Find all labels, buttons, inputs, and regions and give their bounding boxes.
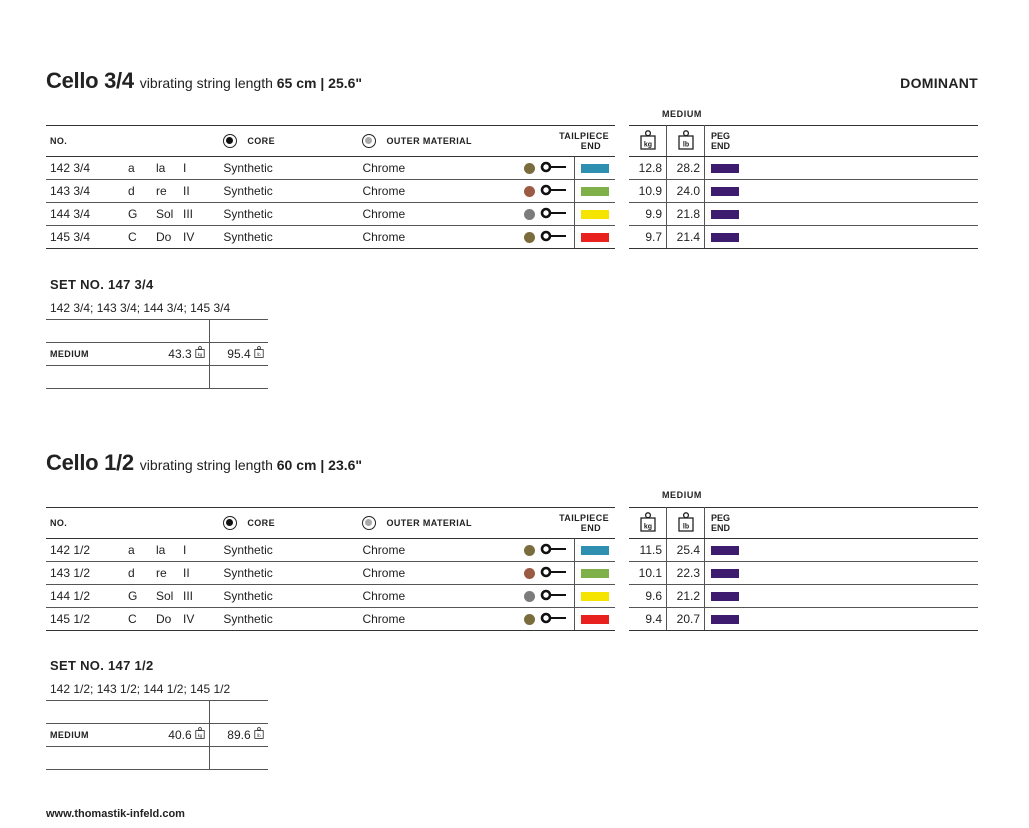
set-lb: 89.6 (227, 728, 251, 742)
string-number: 144 3/4 (50, 207, 91, 221)
string-solfege: Sol (156, 207, 174, 221)
tension-header-row (629, 126, 978, 157)
set-title: SET NO. 147 3/4 (50, 277, 154, 292)
lb-icon-cell (667, 126, 705, 157)
tailpiece-color-swatch (581, 210, 609, 219)
peg-color-swatch (711, 210, 739, 219)
tension-row (629, 585, 978, 608)
string-roman: III (183, 589, 194, 603)
tension-row (629, 562, 978, 585)
svg-text:kg: kg (197, 732, 203, 738)
tension-kg: 9.7 (629, 226, 667, 249)
ball-end-icon (540, 612, 568, 627)
set-kg: 43.3 (168, 347, 192, 361)
lb-icon-cell (667, 508, 705, 539)
outer-material: Chrome (362, 585, 524, 608)
string-note: a (128, 161, 135, 175)
svg-text:kg: kg (643, 141, 652, 149)
kg-weight-icon (640, 512, 656, 534)
peg-color-swatch (711, 592, 739, 601)
peg-color-swatch (711, 615, 739, 624)
tailpiece-color-swatch (581, 615, 609, 624)
svg-text:kg: kg (197, 351, 203, 357)
tailpiece-color-swatch (581, 233, 609, 242)
kg-icon-cell (629, 508, 667, 539)
tailpiece-color-swatch (581, 592, 609, 601)
set-medium-row (46, 724, 268, 747)
set-medium-row (46, 343, 268, 366)
set-medium-label: MEDIUM (50, 349, 89, 359)
tension-kg: 10.9 (629, 180, 667, 203)
core-material: Synthetic (223, 585, 362, 608)
outer-material: Chrome (362, 539, 524, 562)
ball-end-icon (540, 161, 568, 176)
col-tailpiece: TAILPIECE END (524, 508, 615, 539)
string-solfege: la (156, 543, 166, 557)
col-peg-end: PEG END (705, 508, 979, 539)
string-note: C (128, 230, 137, 244)
string-note: a (128, 543, 135, 557)
tension-kg: 11.5 (629, 539, 667, 562)
string-solfege: Do (156, 230, 172, 244)
kg-mini-icon (195, 728, 205, 742)
tension-kg: 9.9 (629, 203, 667, 226)
col-no: NO. (46, 508, 223, 539)
set-title: SET NO. 147 1/2 (50, 658, 154, 673)
string-note: d (128, 184, 135, 198)
table-row (46, 226, 615, 249)
tension-kg: 9.6 (629, 585, 667, 608)
string-roman: IV (183, 612, 195, 626)
ball-end-icon (540, 589, 568, 604)
tailpiece-color-swatch (581, 546, 609, 555)
ball-end-icon (540, 543, 568, 558)
color-dot (524, 568, 535, 579)
string-number: 142 1/2 (50, 543, 91, 557)
lb-weight-icon (678, 512, 694, 534)
peg-color-swatch (711, 546, 739, 555)
tension-kg: 12.8 (629, 157, 667, 180)
table-row (46, 562, 615, 585)
table-row (46, 203, 615, 226)
string-note: G (128, 589, 138, 603)
core-material: Synthetic (223, 180, 362, 203)
outer-material-icon (362, 134, 376, 148)
string-roman: I (183, 161, 187, 175)
ball-end-icon (540, 230, 568, 245)
string-number: 145 3/4 (50, 230, 91, 244)
strings-body-0 (46, 157, 615, 249)
string-roman: I (183, 543, 187, 557)
string-solfege: re (156, 566, 167, 580)
peg-color-swatch (711, 569, 739, 578)
medium-header: MEDIUM (661, 490, 703, 500)
tension-row (629, 608, 978, 631)
tension-row (629, 539, 978, 562)
lb-mini-icon (254, 347, 264, 361)
tension-row (629, 157, 978, 180)
set-list: 142 1/2; 143 1/2; 144 1/2; 145 1/2 (46, 678, 268, 701)
string-number: 144 1/2 (50, 589, 91, 603)
svg-text:lb: lb (682, 141, 689, 149)
col-outer: OUTER MATERIAL (362, 508, 524, 539)
set-kg: 40.6 (168, 728, 192, 742)
outer-material: Chrome (362, 608, 524, 631)
set-box (46, 277, 268, 389)
tension-header-row (629, 508, 978, 539)
string-length: 60 cm | 23.6" (276, 457, 363, 473)
section-title (46, 450, 362, 476)
tailpiece-color-swatch (581, 164, 609, 173)
color-dot (524, 614, 535, 625)
ball-end-icon (540, 566, 568, 581)
string-roman: IV (183, 230, 195, 244)
tension-lb: 25.4 (667, 539, 705, 562)
tension-kg: 9.4 (629, 608, 667, 631)
core-material: Synthetic (223, 539, 362, 562)
set-lb: 95.4 (227, 347, 251, 361)
strings-body-1 (46, 539, 615, 631)
kg-icon-cell (629, 126, 667, 157)
table-row (46, 585, 615, 608)
tension-lb: 20.7 (667, 608, 705, 631)
string-number: 142 3/4 (50, 161, 91, 175)
tension-lb: 22.3 (667, 562, 705, 585)
table-header-row (46, 126, 615, 157)
string-number: 143 1/2 (50, 566, 91, 580)
tension-table (629, 125, 978, 249)
set-blank-row (46, 320, 268, 343)
string-solfege: Do (156, 612, 172, 626)
svg-text:lb: lb (257, 351, 261, 357)
core-icon (223, 516, 237, 530)
set-medium-label: MEDIUM (50, 730, 89, 740)
string-note: C (128, 612, 137, 626)
kg-mini-icon (195, 347, 205, 361)
table-row (46, 157, 615, 180)
col-tailpiece: TAILPIECE END (524, 126, 615, 157)
tension-kg: 10.1 (629, 562, 667, 585)
svg-text:lb: lb (257, 732, 261, 738)
strings-table (46, 125, 615, 249)
strings-table (46, 507, 615, 631)
string-solfege: Sol (156, 589, 174, 603)
string-length: 65 cm | 25.6" (276, 75, 363, 91)
tailpiece-color-swatch (581, 187, 609, 196)
core-material: Synthetic (223, 203, 362, 226)
string-roman: II (183, 184, 190, 198)
peg-color-swatch (711, 187, 739, 196)
string-number: 145 1/2 (50, 612, 91, 626)
core-icon (223, 134, 237, 148)
core-material: Synthetic (223, 562, 362, 585)
outer-material: Chrome (362, 157, 524, 180)
footer-url[interactable]: www.thomastik-infeld.com (46, 808, 185, 820)
color-dot (524, 209, 535, 220)
tension-body-1 (629, 539, 978, 631)
core-material: Synthetic (223, 608, 362, 631)
set-box (46, 658, 268, 770)
string-note: G (128, 207, 138, 221)
outer-material: Chrome (362, 226, 524, 249)
kg-weight-icon (640, 130, 656, 152)
string-roman: III (183, 207, 194, 221)
svg-text:lb: lb (682, 523, 689, 531)
peg-color-swatch (711, 164, 739, 173)
lb-weight-icon (678, 130, 694, 152)
outer-material-icon (362, 516, 376, 530)
col-no: NO. (46, 126, 223, 157)
instrument-title: Cello 3/4 (46, 68, 134, 93)
color-dot (524, 163, 535, 174)
string-number: 143 3/4 (50, 184, 91, 198)
tension-row (629, 203, 978, 226)
string-roman: II (183, 566, 190, 580)
tension-lb: 24.0 (667, 180, 705, 203)
outer-material: Chrome (362, 180, 524, 203)
svg-text:kg: kg (643, 523, 652, 531)
tension-lb: 21.8 (667, 203, 705, 226)
ball-end-icon (540, 207, 568, 222)
color-dot (524, 186, 535, 197)
set-blank-row (46, 747, 268, 770)
color-dot (524, 232, 535, 243)
string-note: d (128, 566, 135, 580)
lb-mini-icon (254, 728, 264, 742)
tension-table (629, 507, 978, 631)
tension-row (629, 226, 978, 249)
table-row (46, 180, 615, 203)
brand-name: DOMINANT (900, 75, 978, 91)
string-solfege: la (156, 161, 166, 175)
color-dot (524, 591, 535, 602)
col-outer: OUTER MATERIAL (362, 126, 524, 157)
outer-material: Chrome (362, 203, 524, 226)
set-list: 142 3/4; 143 3/4; 144 3/4; 145 3/4 (46, 297, 268, 320)
core-material: Synthetic (223, 226, 362, 249)
tension-lb: 21.2 (667, 585, 705, 608)
string-solfege: re (156, 184, 167, 198)
subtitle: vibrating string length (139, 457, 273, 473)
outer-material: Chrome (362, 562, 524, 585)
col-core: CORE (223, 508, 362, 539)
tension-lb: 21.4 (667, 226, 705, 249)
instrument-title: Cello 1/2 (46, 450, 134, 475)
core-material: Synthetic (223, 157, 362, 180)
tension-body-0 (629, 157, 978, 249)
tension-lb: 28.2 (667, 157, 705, 180)
tension-row (629, 180, 978, 203)
ball-end-icon (540, 184, 568, 199)
col-peg-end: PEG END (705, 126, 979, 157)
table-row (46, 539, 615, 562)
set-blank-row (46, 366, 268, 389)
table-row (46, 608, 615, 631)
color-dot (524, 545, 535, 556)
peg-color-swatch (711, 233, 739, 242)
set-blank-row (46, 701, 268, 724)
col-core: CORE (223, 126, 362, 157)
medium-header: MEDIUM (661, 109, 703, 119)
subtitle: vibrating string length (139, 75, 273, 91)
tailpiece-color-swatch (581, 569, 609, 578)
table-header-row (46, 508, 615, 539)
section-title (46, 68, 362, 94)
